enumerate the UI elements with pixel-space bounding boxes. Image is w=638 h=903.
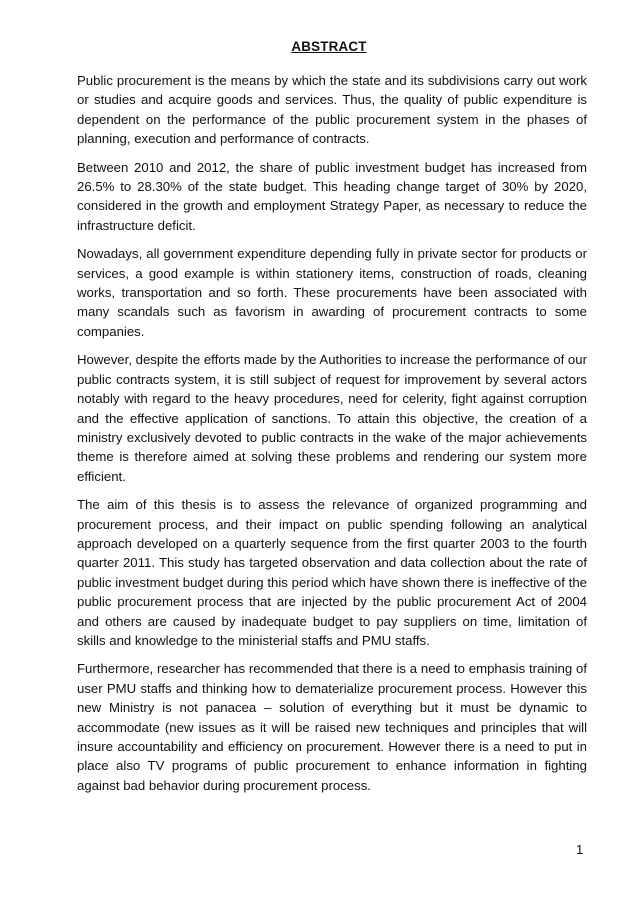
abstract-title: ABSTRACT <box>291 39 367 54</box>
paragraph-4: However, despite the efforts made by the Authorities to increase the performance of our public contracts system, it is still subject of request for improvement by several actors notably with regard to the heavy procedures, need for celerity, fight against corruption and the effective application of sanctions. To attain this objective, the creation of a ministry exclusively devoted to public contracts in the wake of the major achievements theme is therefore aimed at solving these problems and rendering our system more efficient. <box>77 352 587 484</box>
page-number: 1 <box>576 842 584 857</box>
paragraph-6: Furthermore, researcher has recommended that there is a need to emphasis training of user PMU staffs and thinking how to dematerialize procurement process. However this new Ministry is not panacea – solution of everything but it must be dynamic to accommodate (new issues as it will be raised new techniques and principles that will insure accountability and efficiency on procurement. However there is a need to put in place also TV programs of public procurement to enhance information in fighting against bad behavior during procurement process. <box>77 661 587 793</box>
abstract-body <box>77 71 587 804</box>
paragraph-1: Public procurement is the means by which the state and its subdivisions carry out work or studies and acquire goods and services. Thus, the quality of public expenditure is dependent on the performance of the public procurement system in the phases of planning, execution and performance of contracts. <box>77 73 587 147</box>
paragraph-3: Nowadays, all government expenditure depending fully in private sector for products or services, a good example is within stationery items, construction of roads, cleaning works, transportation and so forth. These procurements have been associated with many scandals such as favorism in awarding of procurement contracts to some companies. <box>77 246 587 339</box>
paragraph-5: The aim of this thesis is to assess the relevance of organized programming and procurement process, and their impact on public spending following an analytical approach developed on a quarterly sequence from the first quarter 2003 to the fourth quarter 2011. This study has targeted observation and data collection about the rate of public investment budget during this period which have shown there is ineffective of the public procurement process that are injected by the public procurement Act of 2004 and others are caused by inadequate budget to pay suppliers on time, limitation of skills and knowledge to the ministerial staffs and PMU staffs. <box>77 497 587 648</box>
paragraph-2: Between 2010 and 2012, the share of public investment budget has increased from 26.5% to 28.30% of the state budget. This heading change target of 30% by 2020, considered in the growth and employment Strategy Paper, as necessary to reduce the infrastructure deficit. <box>77 159 587 233</box>
